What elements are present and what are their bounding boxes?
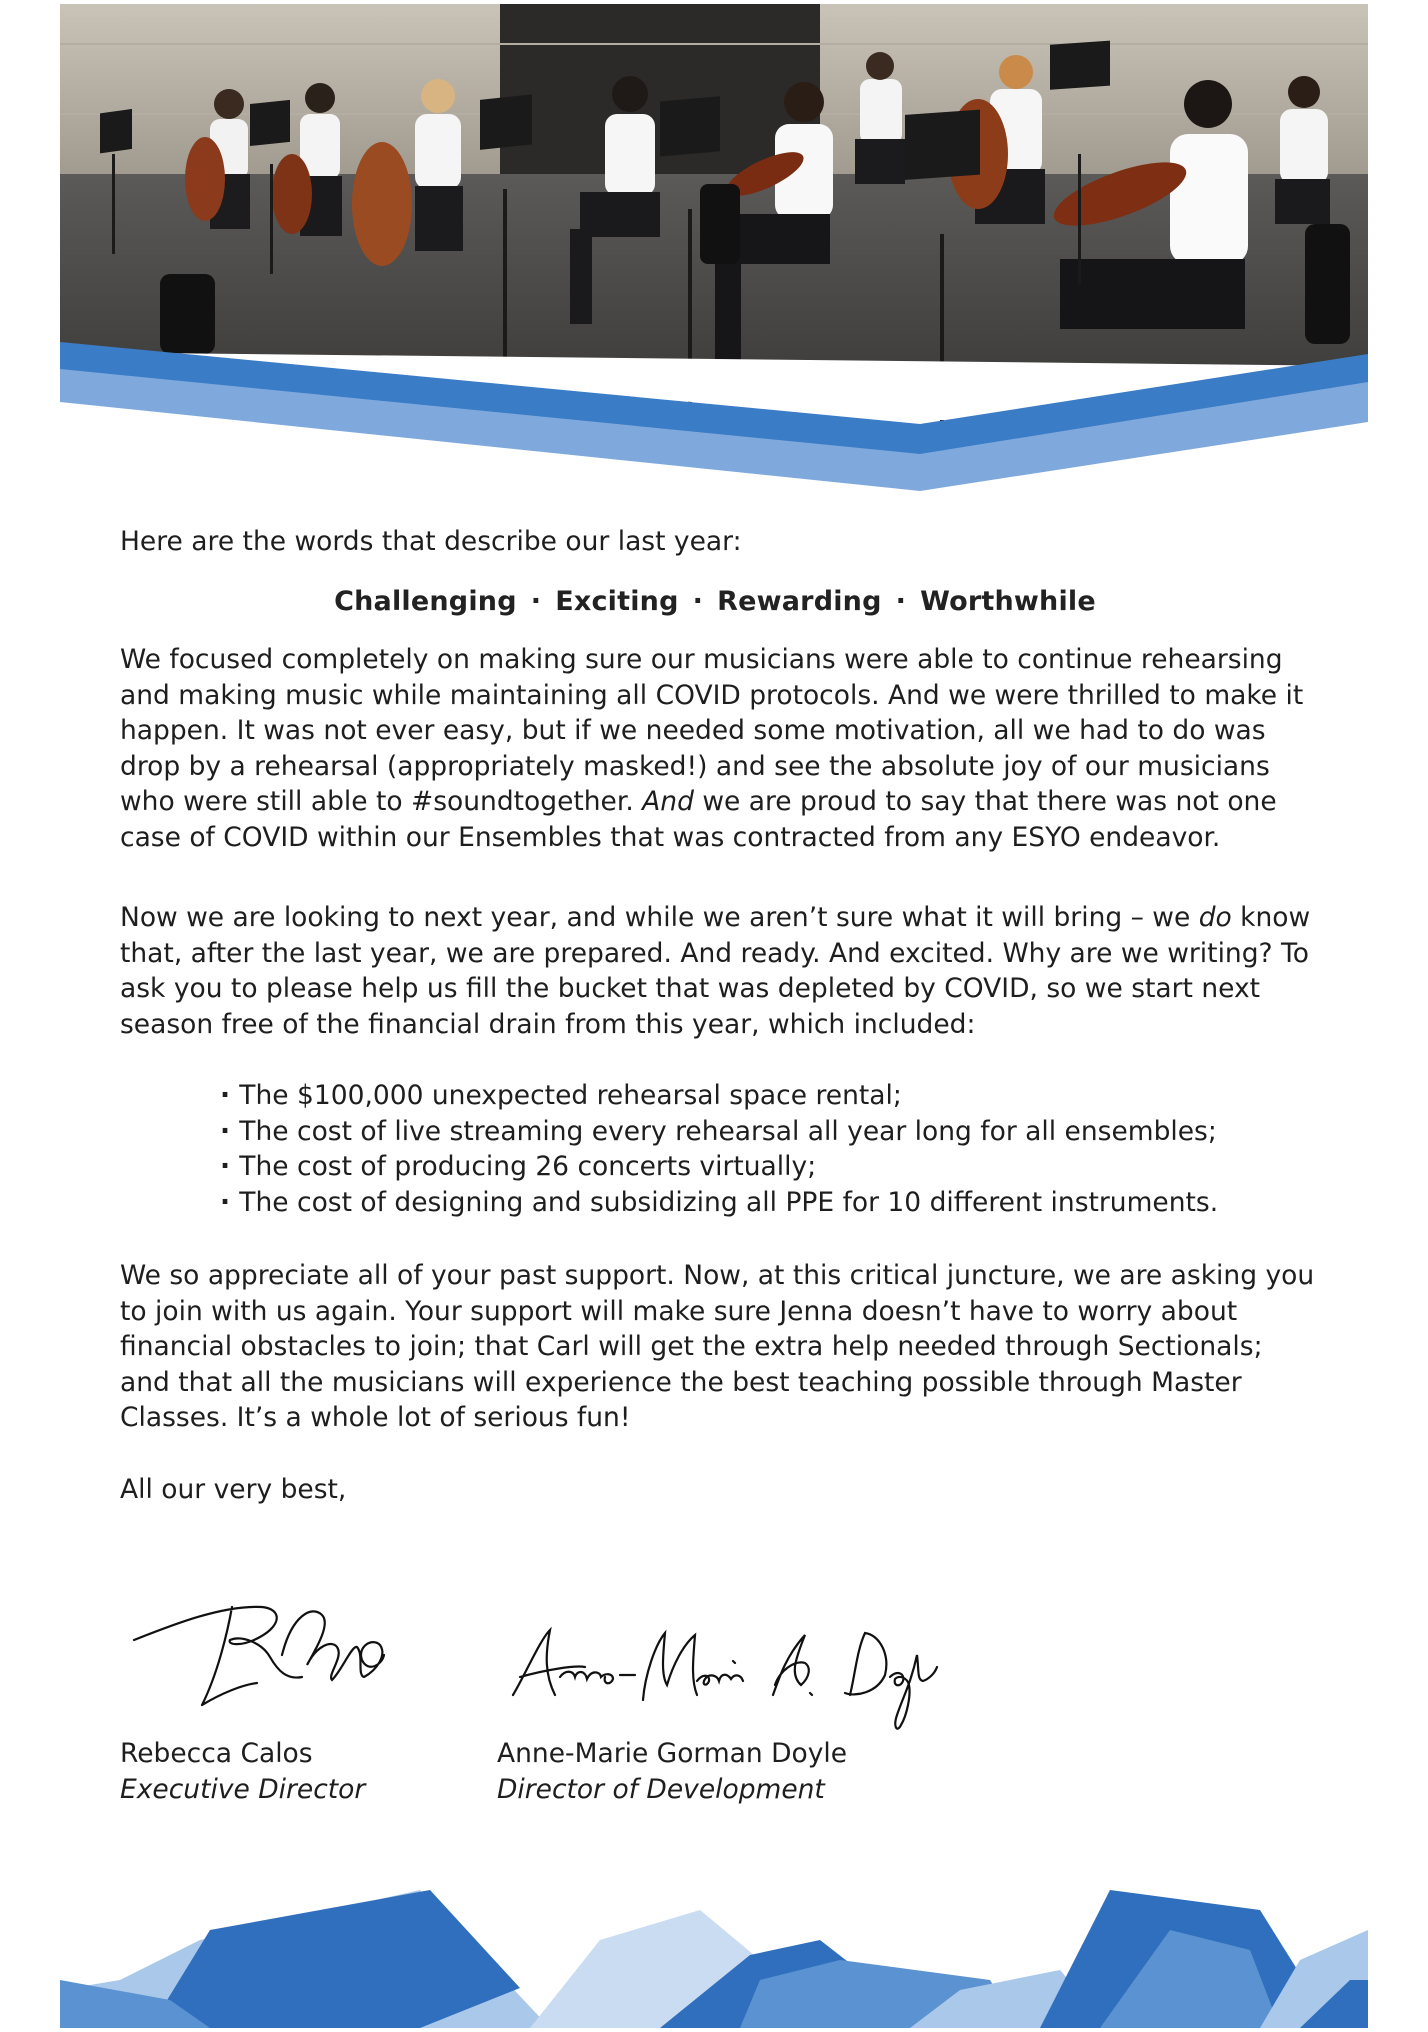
list-item: · The cost of producing 26 concerts virtually; [220, 1149, 1320, 1185]
mountain-shapes [60, 1870, 1368, 2028]
hero-photo [60, 4, 1368, 493]
list-item: · The $100,000 unexpected rehearsal space rental; [220, 1078, 1320, 1114]
emphasis-text: do [1198, 902, 1232, 933]
signature-anne-marie-doyle [505, 1615, 945, 1735]
paragraph-text: we are proud to say that there was not one case of COVID within our Ensembles that was contracted from any ESYO endeavor. [120, 786, 1277, 853]
list-item: · The cost of live streaming every rehearsal all year long for all ensembles; [220, 1114, 1320, 1150]
paragraph-next-year [120, 900, 1320, 1042]
intro-text: Here are the words that describe our last year: [120, 526, 742, 557]
keywords-line [120, 584, 1310, 620]
keyword: Challenging [334, 586, 517, 617]
expense-list [220, 1078, 1320, 1220]
separator: · [692, 586, 704, 617]
paragraph-covid-year [120, 642, 1320, 855]
separator: · [895, 586, 907, 617]
paragraph-text: know that, after the last year, we are prepared. And ready. And excited. Why are we writing? To ask you to please help us fill the bucket that was depleted by COVID, so we start next season free of the financial drain from this year, which included: [120, 902, 1311, 1040]
paragraph-appeal: We so appreciate all of your past support. Now, at this critical juncture, we are asking you to join with us again. Your support will make sure Jenna doesn’t have to worry about financial obstacles to join; that Carl will get the extra help needed through Sectionals; and that all the musicians will experience the best teaching possible through Master Classes. It’s a whole lot of serious fun! [120, 1260, 1315, 1433]
orchestra-photo [60, 4, 1368, 493]
emphasis-text: And [642, 786, 694, 817]
signatory-title: Executive Director [120, 1774, 366, 1805]
paragraph-text: We focused completely on making sure our musicians were able to continue rehearsing and making music while maintaining all COVID protocols. And we were thrilled to make it happen. It was not ever easy, but if we needed some motivation, all we had to do was drop by a rehearsal (appropriately masked!) and see the absolute joy of our musicians who were still able to #soundtogether. [120, 644, 1304, 817]
signatory-title: Director of Development [497, 1774, 825, 1805]
signatory-name: Rebecca Calos [120, 1738, 313, 1769]
keyword: Rewarding [717, 586, 882, 617]
list-item: · The cost of designing and subsidizing all PPE for 10 different instruments. [220, 1185, 1320, 1221]
footer-decoration [60, 1870, 1368, 2028]
keyword: Exciting [555, 586, 679, 617]
keyword: Worthwhile [920, 586, 1096, 617]
separator: · [530, 586, 542, 617]
signature-rebecca-calos [132, 1585, 392, 1715]
paragraph-text: Now we are looking to next year, and while we aren’t sure what it will bring – we [120, 902, 1199, 933]
signatory-name: Anne-Marie Gorman Doyle [497, 1738, 848, 1769]
closing-line: All our very best, [120, 1474, 347, 1505]
